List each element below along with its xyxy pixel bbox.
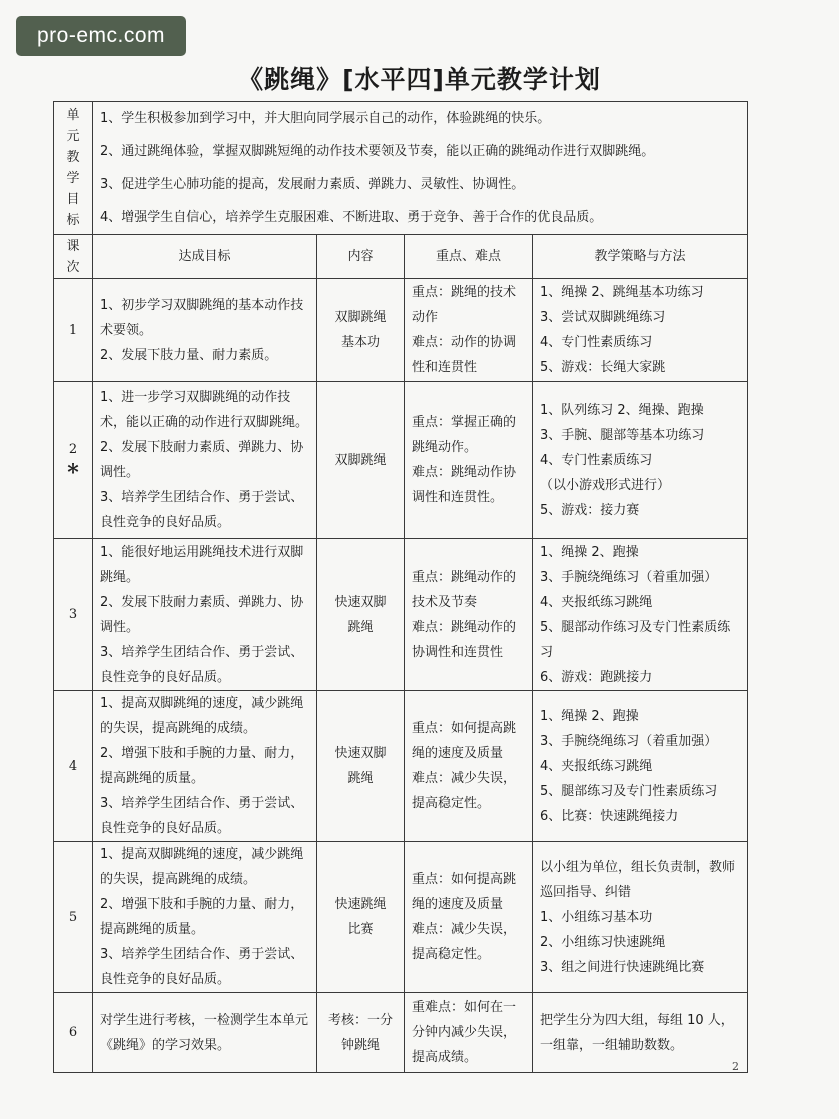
label-char: 元 [66, 129, 80, 144]
unit-plan-table [53, 101, 748, 1073]
lesson-goals [93, 993, 317, 1073]
lesson-strategy [533, 993, 748, 1073]
lesson-key-points-line: 重点：掌握正确的跳绳动作。 [412, 415, 517, 455]
lesson-strategy-line: 3、手腕绕绳练习（着重加强） [540, 569, 718, 585]
header-row [54, 235, 748, 279]
lesson-number-text: 5 [68, 909, 78, 925]
lesson-number-text: 4 [68, 758, 78, 774]
lesson-goals [93, 842, 317, 993]
lesson-goals-line: 1、提高双脚跳绳的速度，减少跳绳的失误，提高跳绳的成绩。 [100, 847, 304, 887]
lesson-key-points [405, 382, 533, 539]
lesson-content [317, 993, 405, 1073]
lesson-goals-line: 3、培养学生团结合作、勇于尝试、良性竞争的良好品质。 [100, 490, 304, 530]
page-number: 2 [732, 1060, 739, 1073]
lesson-goals-line: 3、培养学生团结合作、勇于尝试、良性竞争的良好品质。 [100, 947, 304, 987]
lesson-goals-line: 2、发展下肢耐力素质、弹跳力、协调性。 [100, 594, 304, 635]
lesson-key-points-line: 难点：减少失误，提高稳定性。 [412, 771, 517, 811]
lesson-key-points-line: 重点：跳绳动作的技术及节奏 [412, 569, 517, 610]
lesson-content-line: 快速双脚 [334, 594, 387, 610]
lesson-row [54, 691, 748, 842]
lesson-row [54, 279, 748, 382]
lesson-content [317, 279, 405, 382]
lesson-key-points [405, 539, 533, 691]
unit-goal-item: 3、促进学生心肺功能的提高，发展耐力素质、弹跳力、灵敏性、协调性。 [100, 177, 525, 192]
lesson-number [54, 691, 93, 842]
lesson-strategy-line: 6、比赛：快速跳绳接力 [540, 808, 679, 824]
lesson-strategy-line: 4、专门性素质练习 [540, 335, 653, 350]
lesson-strategy-line: 3、尝试双脚跳绳练习 [540, 310, 666, 325]
header-char: 课 [66, 238, 80, 254]
lesson-key-points-line: 重点：跳绳的技术动作 [412, 285, 517, 325]
lesson-strategy-line: 4、专门性素质练习 [540, 452, 653, 468]
lesson-goals-line: 1、能很好地运用跳绳技术进行双脚跳绳。 [100, 544, 304, 585]
label-char: 标 [66, 213, 80, 228]
lesson-row [54, 382, 748, 539]
lesson-key-points-line: 重点：如何提高跳绳的速度及质量 [412, 872, 517, 912]
lesson-number [54, 993, 93, 1073]
lesson-content-line: 跳绳 [347, 619, 374, 635]
unit-goals-row [54, 102, 748, 235]
lesson-content-line: 考核：一分钟跳绳 [327, 1012, 393, 1053]
lesson-key-points-line: 难点：跳绳动作的协调性和连贯性 [412, 619, 517, 660]
lesson-strategy-line: 5、游戏：长绳大家跳 [540, 360, 666, 375]
label-char: 单 [66, 108, 80, 123]
lesson-strategy-line: 把学生分为四大组，每组 10 人，一组靠，一组辅助数数。 [540, 1012, 734, 1053]
lesson-strategy-line: 3、组之间进行快速跳绳比赛 [540, 959, 705, 975]
lesson-strategy-line: 3、手腕、腿部等基本功练习 [540, 427, 705, 443]
lesson-content [317, 382, 405, 539]
lesson-strategy-line: （以小游戏形式进行） [540, 477, 671, 493]
lesson-goals [93, 279, 317, 382]
lesson-key-points-line: 重难点：如何在一分钟内减少失误，提高成绩。 [412, 1000, 517, 1065]
unit-goals-list [93, 102, 748, 235]
lesson-strategy-line: 4、夹报纸练习跳绳 [540, 594, 653, 610]
lesson-strategy [533, 691, 748, 842]
lesson-goals-line: 3、培养学生团结合作、勇于尝试、良性竞争的良好品质。 [100, 796, 304, 836]
lesson-content-line: 快速双脚 [334, 746, 387, 761]
lesson-goals-line: 对学生进行考核，一检测学生本单元《跳绳》的学习效果。 [100, 1012, 309, 1053]
lesson-key-points-line: 难点：动作的协调性和连贯性 [412, 335, 517, 375]
lesson-row [54, 993, 748, 1073]
label-char: 目 [66, 192, 80, 207]
lesson-strategy [533, 842, 748, 993]
watermark: pro-emc.com [16, 16, 186, 56]
lesson-strategy-line: 1、绳操 2、跳绳基本功练习 [540, 285, 704, 300]
header-char: 次 [66, 259, 80, 275]
lesson-content [317, 842, 405, 993]
lesson-strategy-line: 5、腿部动作练习及专门性素质练习 [540, 619, 731, 660]
lesson-strategy-line: 4、夹报纸练习跳绳 [540, 758, 653, 774]
lesson-strategy-line: 1、绳操 2、跑操 [540, 544, 639, 560]
lesson-goals-line: 1、进一步学习双脚跳绳的动作技术，能以正确的动作进行双脚跳绳。 [100, 390, 309, 430]
lesson-key-points-line: 重点：如何提高跳绳的速度及质量 [412, 721, 517, 761]
header-key: 重点、难点 [405, 235, 533, 279]
lesson-number-text: 1 [68, 322, 78, 338]
lesson-number-text: 6 [68, 1025, 78, 1040]
lesson-content-line: 跳绳 [347, 771, 374, 786]
lesson-goals-line: 2、发展下肢力量、耐力素质。 [100, 347, 278, 363]
lesson-goals [93, 691, 317, 842]
lesson-key-points [405, 279, 533, 382]
key-lesson-star-icon: * [67, 459, 79, 486]
lesson-strategy [533, 279, 748, 382]
lesson-strategy-line: 5、游戏：接力赛 [540, 502, 640, 518]
unit-goal-item: 2、通过跳绳体验，掌握双脚跳短绳的动作技术要领及节奏，能以正确的跳绳动作进行双脚跳绳。 [100, 144, 655, 159]
lesson-goals-line: 1、初步学习双脚跳绳的基本动作技术要领。 [100, 297, 304, 338]
lesson-goals-line: 2、增强下肢和手腕的力量、耐力，提高跳绳的质量。 [100, 897, 304, 937]
label-char: 学 [66, 171, 80, 186]
lesson-strategy-line: 1、绳操 2、跑操 [540, 708, 639, 724]
lesson-number-text: 2 [68, 441, 78, 457]
lesson-goals [93, 382, 317, 539]
header-goal: 达成目标 [93, 235, 317, 279]
unit-goal-item: 1、学生积极参加到学习中，并大胆向同学展示自己的动作，体验跳绳的快乐。 [100, 111, 551, 126]
page-title: 《跳绳》[水平四]单元教学计划 [238, 65, 601, 94]
lesson-key-points [405, 842, 533, 993]
lesson-content-line: 双脚跳绳 [334, 310, 387, 325]
lesson-content-line: 双脚跳绳 [334, 452, 387, 468]
lesson-goals-line: 3、培养学生团结合作、勇于尝试、良性竞争的良好品质。 [100, 644, 304, 685]
lesson-strategy [533, 382, 748, 539]
lesson-key-points-line: 难点：跳绳动作协调性和连贯性。 [412, 465, 517, 505]
lesson-strategy-line: 5、腿部练习及专门性素质练习 [540, 783, 718, 799]
header-lesson [54, 235, 93, 279]
lesson-strategy-line: 3、手腕绕绳练习（着重加强） [540, 733, 718, 749]
header-content: 内容 [317, 235, 405, 279]
lesson-content-line: 比赛 [347, 922, 374, 937]
lesson-number [54, 539, 93, 691]
lesson-key-points [405, 691, 533, 842]
lesson-goals-line: 2、增强下肢和手腕的力量、耐力，提高跳绳的质量。 [100, 746, 304, 786]
lesson-strategy-line: 1、队列练习 2、绳操、跑操 [540, 402, 704, 418]
lesson-content-line: 快速跳绳 [334, 897, 387, 912]
lesson-strategy-line: 1、小组练习基本功 [540, 909, 653, 925]
lesson-key-points [405, 993, 533, 1073]
lesson-number [54, 279, 93, 382]
header-strategy: 教学策略与方法 [533, 235, 748, 279]
lesson-number [54, 842, 93, 993]
lesson-key-points-line: 难点：减少失误，提高稳定性。 [412, 922, 517, 962]
label-char: 教 [66, 150, 80, 165]
lesson-strategy [533, 539, 748, 691]
lesson-goals-line: 2、发展下肢耐力素质、弹跳力、协调性。 [100, 440, 304, 480]
unit-goals-label [54, 102, 93, 235]
lesson-content-line: 基本功 [340, 335, 380, 350]
lesson-goals-line: 1、提高双脚跳绳的速度，减少跳绳的失误，提高跳绳的成绩。 [100, 696, 304, 736]
lesson-row [54, 842, 748, 993]
lesson-goals [93, 539, 317, 691]
lesson-strategy-line: 2、小组练习快速跳绳 [540, 934, 666, 950]
lesson-strategy-line: 以小组为单位，组长负责制，教师巡回指导、纠错 [540, 859, 736, 900]
lesson-strategy-line: 6、游戏：跑跳接力 [540, 669, 653, 685]
lesson-number-text: 3 [68, 607, 78, 622]
lesson-row [54, 539, 748, 691]
lesson-content [317, 539, 405, 691]
lesson-number [54, 382, 93, 539]
unit-goal-item: 4、增强学生自信心，培养学生克服困难、不断进取、勇于竞争、善于合作的优良品质。 [100, 210, 603, 225]
lesson-content [317, 691, 405, 842]
